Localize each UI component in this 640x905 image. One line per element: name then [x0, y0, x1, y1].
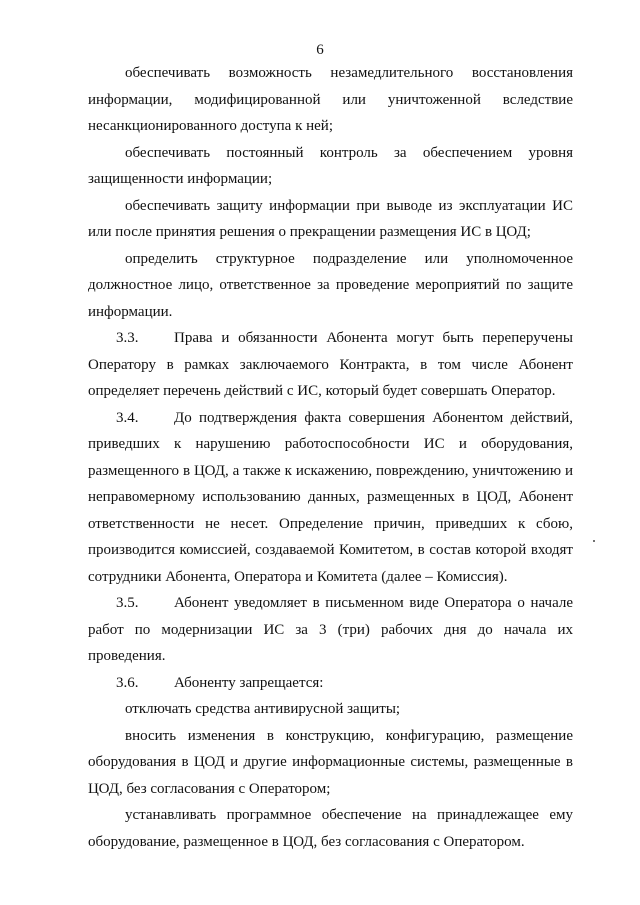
- scan-speck: [593, 540, 595, 542]
- clause-text: Абоненту запрещается:: [174, 674, 324, 691]
- list-item: отключать средства антивирусной защиты;: [125, 701, 401, 717]
- clause-text: Абонент уведомляет в письменном виде Оператора о начале работ по модернизации ИС за 3 (три) рабочих дня до начала их проведения.: [88, 595, 573, 664]
- clause-3-5: [88, 590, 573, 670]
- clause-3-3: [88, 325, 573, 405]
- paragraph: обеспечивать постоянный контроль за обеспечением уровня защищенности информации;: [88, 144, 573, 187]
- clause-number: 3.4.: [116, 409, 139, 426]
- clause-text: До подтверждения факта совершения Абонентом действий, приведших к нарушению работоспособности ИС и оборудования, размещенного в ЦОД, а также к искажению, повреждению, уничтожению и неправомерному использованию данных, размещенных в ЦОД, Абонент ответственности не несет. Определение причин, приведших к сбою, производится комиссией, создаваемой Комитетом, в состав которой входят сотрудники Абонента, Оператора и Комитета (далее – Комиссия).: [88, 409, 573, 585]
- list-item: устанавливать программное обеспечение на принадлежащее ему оборудование, размещенное в ЦОД, без согласования с Оператором.: [88, 807, 573, 850]
- page-number: 6: [316, 42, 324, 58]
- document-body: [88, 60, 573, 855]
- list-item: вносить изменения в конструкцию, конфигурацию, размещение оборудования в ЦОД и другие информационные системы, размещенные в ЦОД, без согласования с Оператором;: [88, 727, 573, 797]
- clause-number: 3.5.: [116, 595, 139, 611]
- paragraph: обеспечивать защиту информации при выводе из эксплуатации ИС или после принятия решения о прекращении размещения ИС в ЦОД;: [88, 197, 573, 240]
- paragraph: обеспечивать возможность незамедлительного восстановления информации, модифицированной или уничтоженной вследствие несанкционированного доступа к ней;: [88, 65, 573, 134]
- clause-number: 3.3.: [116, 330, 139, 346]
- clause-text: Права и обязанности Абонента могут быть переперучены Оператору в рамках заключаемого Контракта, в том числе Абонент определяет перечень действий с ИС, который будет совершать Оператор.: [88, 330, 573, 399]
- clause-3-4: [88, 405, 573, 591]
- clause-number: 3.6.: [116, 674, 139, 691]
- clause-3-6: [88, 670, 573, 697]
- paragraph: определить структурное подразделение или уполномоченное должностное лицо, ответственное за проведение мероприятий по защите информации.: [88, 250, 573, 320]
